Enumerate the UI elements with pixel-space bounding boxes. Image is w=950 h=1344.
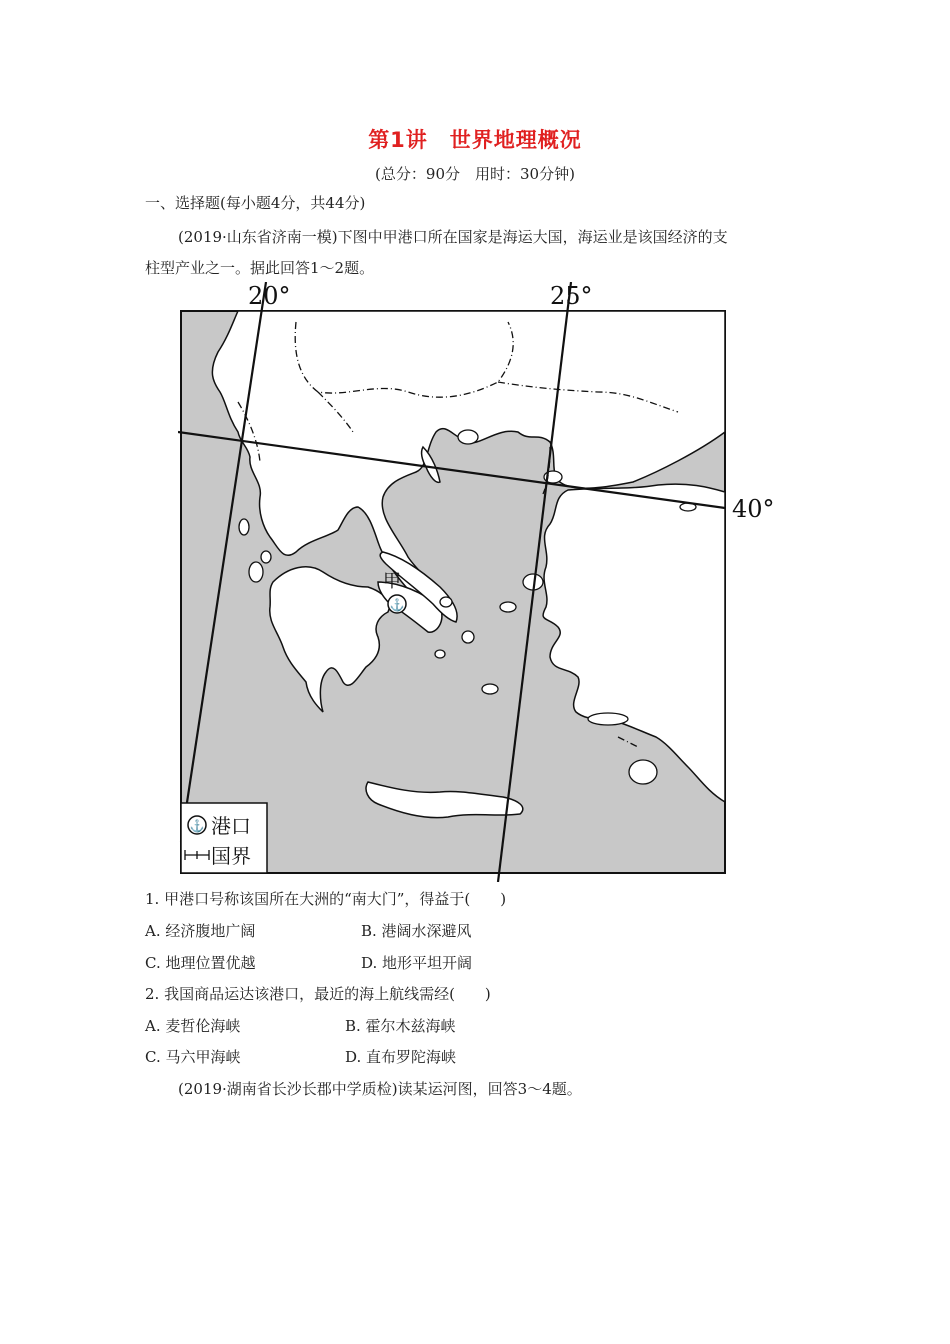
q1-option-c: C. 地理位置优越 <box>145 954 256 972</box>
q2-option-b: B. 霍尔木兹海峡 <box>345 1017 456 1035</box>
q1-option-b: B. 港阔水深避风 <box>361 922 472 940</box>
section-heading: 一、选择题(每小题4分，共44分) <box>145 194 366 212</box>
map-legend <box>181 803 267 873</box>
legend-port-label: 港口 <box>211 814 251 838</box>
port-label: 甲 <box>383 571 401 592</box>
legend-port-icon: ⚓ <box>189 819 205 833</box>
q1-option-a: A. 经济腹地广阔 <box>145 922 256 940</box>
intro-line-1: (2019·山东省济南一模)下图中甲港口所在国家是海运大国，海运业是该国经济的支 <box>178 228 728 246</box>
port-icon <box>388 595 406 613</box>
legend-border-label: 国界 <box>211 844 251 868</box>
exam-info: (总分：90分 用时：30分钟) <box>375 165 575 183</box>
lat-label-40: 40° <box>732 495 775 523</box>
intro-line-2: 柱型产业之一。据此回答1～2题。 <box>145 259 375 277</box>
lon-label-20: 20° <box>248 282 291 310</box>
q2-option-d: D. 直布罗陀海峡 <box>345 1048 457 1066</box>
svg-text:⚓: ⚓ <box>389 598 405 612</box>
q1-option-d: D. 地形平坦开阔 <box>361 954 473 972</box>
q2-option-a: A. 麦哲伦海峡 <box>145 1017 241 1035</box>
question-1-stem: 1. 甲港口号称该国所在大洲的“南大门”，得益于( ) <box>145 890 507 908</box>
q2-option-c: C. 马六甲海峡 <box>145 1048 241 1066</box>
question-2-stem: 2. 我国商品运达该港口，最近的海上航线需经( ) <box>145 985 491 1003</box>
map-figure <box>178 282 778 882</box>
lon-label-25: 25° <box>550 282 593 310</box>
page-title: 第1讲 世界地理概况 <box>368 128 582 152</box>
intro-question-3-4: (2019·湖南省长沙长郡中学质检)读某运河图，回答3～4题。 <box>178 1080 582 1098</box>
